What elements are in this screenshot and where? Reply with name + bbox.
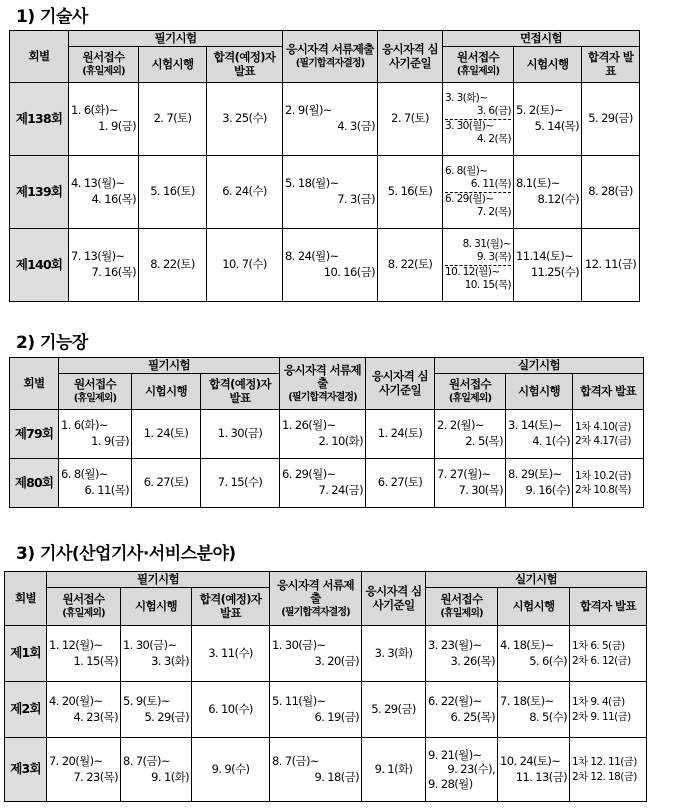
table-row bbox=[5, 738, 647, 802]
table-row bbox=[10, 83, 640, 156]
qual-cell: 8. 22(토) bbox=[378, 229, 443, 302]
written-apply-cell: 1. 12(월)~ 1. 15(목) bbox=[47, 626, 121, 682]
docs-cell: 8. 24(월)~ 10. 16(금) bbox=[283, 229, 378, 302]
round-label: 제139회 bbox=[10, 156, 69, 229]
header-final-result: 합격자 발표 bbox=[573, 374, 644, 410]
header-written-result: 합격(예정)자 발표 bbox=[207, 47, 283, 83]
schedule-table-engineer-industrial bbox=[4, 571, 647, 802]
final-apply-cell: 3. 3(화)~ 3. 6(금) 3. 30(월)~ 4. 2(목) bbox=[443, 83, 514, 156]
header-round: 회별 bbox=[10, 31, 69, 83]
header-final-exam: 시험시행 bbox=[498, 588, 570, 626]
round-label: 제3회 bbox=[5, 738, 47, 802]
written-exam-cell: 8. 7(금)~ 9. 1(화) bbox=[121, 738, 192, 802]
final-exam-cell: 11.14(토)~ 11.25(수) bbox=[514, 229, 582, 302]
written-apply-cell: 7. 20(월)~ 7. 23(목) bbox=[47, 738, 121, 802]
header-final-apply: 원서접수 (휴일제외) bbox=[426, 588, 498, 626]
round-label: 제140회 bbox=[10, 229, 69, 302]
qual-cell: 9. 1(화) bbox=[362, 738, 426, 802]
table-row bbox=[10, 459, 644, 508]
section-title: 1) 기술사 bbox=[16, 7, 88, 27]
written-exam-cell: 1. 24(토) bbox=[132, 410, 201, 459]
final-result-cell: 1차 6. 5(금) 2차 6. 12(금) bbox=[570, 626, 647, 682]
header-final-exam: 시험시행 bbox=[506, 374, 573, 410]
header-final-exam: 시험시행 bbox=[514, 47, 582, 83]
header-final-apply: 원서접수 (휴일제외) bbox=[435, 374, 506, 410]
final-apply-cell: 2. 2(월)~ 2. 5(목) bbox=[435, 410, 506, 459]
qual-cell: 3. 3(화) bbox=[362, 626, 426, 682]
table-row bbox=[10, 156, 640, 229]
written-apply-cell: 7. 13(월)~ 7. 16(목) bbox=[69, 229, 139, 302]
qual-cell: 6. 27(토) bbox=[366, 459, 435, 508]
written-apply-cell: 1. 6(화)~ 1. 9(금) bbox=[69, 83, 139, 156]
header-final-result: 합격자 발표 bbox=[582, 47, 640, 83]
header-docs: 응시자격 서류제출 (필기합격자결정) bbox=[270, 572, 362, 626]
written-result-cell: 9. 9(수) bbox=[192, 738, 270, 802]
round-label: 제138회 bbox=[10, 83, 69, 156]
final-exam-cell: 8. 29(토)~ 9. 16(수) bbox=[506, 459, 573, 508]
written-exam-cell: 6. 27(토) bbox=[132, 459, 201, 508]
docs-cell: 5. 11(월)~ 6. 19(금) bbox=[270, 682, 362, 738]
header-qual: 응시자격 심사기준일 bbox=[378, 31, 443, 83]
final-result-cell: 12. 11(금) bbox=[582, 229, 640, 302]
docs-cell: 8. 7(금)~ 9. 18(금) bbox=[270, 738, 362, 802]
written-result-cell: 10. 7(수) bbox=[207, 229, 283, 302]
header-round: 회별 bbox=[10, 358, 59, 410]
header-written-apply: 원서접수 (휴일제외) bbox=[47, 588, 121, 626]
docs-cell: 1. 30(금)~ 3. 20(금) bbox=[270, 626, 362, 682]
header-final-group: 실기시험 bbox=[435, 358, 644, 374]
round-label: 제80회 bbox=[10, 459, 59, 508]
schedule-table-engineer bbox=[9, 30, 640, 302]
round-label: 제2회 bbox=[5, 682, 47, 738]
final-exam-cell: 7. 18(토)~ 8. 5(수) bbox=[498, 682, 570, 738]
written-result-cell: 6. 24(수) bbox=[207, 156, 283, 229]
written-apply-cell: 1. 6(화)~ 1. 9(금) bbox=[59, 410, 132, 459]
final-apply-cell: 3. 23(월)~ 3. 26(목) bbox=[426, 626, 498, 682]
final-apply-cell: 8. 31(월)~ 9. 3(목) 10. 12(월)~ 10. 15(목) bbox=[443, 229, 514, 302]
header-qual: 응시자격 심사기준일 bbox=[362, 572, 426, 626]
written-result-cell: 6. 10(수) bbox=[192, 682, 270, 738]
written-exam-cell: 5. 16(토) bbox=[139, 156, 207, 229]
written-result-cell: 7. 15(수) bbox=[201, 459, 280, 508]
header-written-exam: 시험시행 bbox=[121, 588, 192, 626]
table-row bbox=[5, 682, 647, 738]
docs-cell: 1. 26(월)~ 2. 10(화) bbox=[280, 410, 366, 459]
final-apply-cell: 9. 21(월)~ 9. 23(수), 9. 28(월) bbox=[426, 738, 498, 802]
round-label: 제79회 bbox=[10, 410, 59, 459]
written-apply-cell: 4. 13(월)~ 4. 16(목) bbox=[69, 156, 139, 229]
final-result-cell: 5. 29(금) bbox=[582, 83, 640, 156]
final-exam-cell: 4. 18(토)~ 5. 6(수) bbox=[498, 626, 570, 682]
header-written-exam: 시험시행 bbox=[139, 47, 207, 83]
header-written-group: 필기시험 bbox=[47, 572, 270, 588]
header-written-group: 필기시험 bbox=[69, 31, 283, 47]
header-written-result: 합격(예정)자 발표 bbox=[192, 588, 270, 626]
header-written-exam: 시험시행 bbox=[132, 374, 201, 410]
written-exam-cell: 1. 30(금)~ 3. 3(화) bbox=[121, 626, 192, 682]
written-apply-cell: 4. 20(월)~ 4. 23(목) bbox=[47, 682, 121, 738]
section-title: 2) 기능장 bbox=[16, 333, 88, 353]
final-result-cell: 1차 12. 11(금) 2차 12. 18(금) bbox=[570, 738, 647, 802]
written-exam-cell: 5. 9(토)~ 5. 29(금) bbox=[121, 682, 192, 738]
written-result-cell: 3. 25(수) bbox=[207, 83, 283, 156]
header-final-result: 합격자 발표 bbox=[570, 588, 647, 626]
header-final-group: 실기시험 bbox=[426, 572, 647, 588]
qual-cell: 5. 29(금) bbox=[362, 682, 426, 738]
header-docs: 응시자격 서류제출 (필기합격자결정) bbox=[283, 31, 378, 83]
final-result-cell: 1차 10.2(금) 2차 10.8(목) bbox=[573, 459, 644, 508]
header-final-apply: 원서접수 (휴일제외) bbox=[443, 47, 514, 83]
written-exam-cell: 2. 7(토) bbox=[139, 83, 207, 156]
header-written-apply: 원서접수 (휴일제외) bbox=[59, 374, 132, 410]
qual-cell: 1. 24(토) bbox=[366, 410, 435, 459]
header-qual: 응시자격 심사기준일 bbox=[366, 358, 435, 410]
docs-cell: 2. 9(월)~ 4. 3(금) bbox=[283, 83, 378, 156]
header-written-apply: 원서접수 (휴일제외) bbox=[69, 47, 139, 83]
docs-cell: 5. 18(월)~ 7. 3(금) bbox=[283, 156, 378, 229]
table-row bbox=[5, 626, 647, 682]
written-apply-cell: 6. 8(월)~ 6. 11(목) bbox=[59, 459, 132, 508]
docs-cell: 6. 29(월)~ 7. 24(금) bbox=[280, 459, 366, 508]
round-label: 제1회 bbox=[5, 626, 47, 682]
final-result-cell: 1차 4.10(금) 2차 4.17(금) bbox=[573, 410, 644, 459]
schedule-table-master bbox=[9, 357, 644, 508]
final-apply-cell: 6. 8(월)~ 6. 11(목) 6. 29(월)~ 7. 2(목) bbox=[443, 156, 514, 229]
qual-cell: 5. 16(토) bbox=[378, 156, 443, 229]
written-exam-cell: 8. 22(토) bbox=[139, 229, 207, 302]
table-row bbox=[10, 229, 640, 302]
table-row bbox=[10, 410, 644, 459]
final-apply-cell: 7. 27(월)~ 7. 30(목) bbox=[435, 459, 506, 508]
written-result-cell: 3. 11(수) bbox=[192, 626, 270, 682]
qual-cell: 2. 7(토) bbox=[378, 83, 443, 156]
final-apply-cell: 6. 22(월)~ 6. 25(목) bbox=[426, 682, 498, 738]
final-exam-cell: 8.1(토)~ 8.12(수) bbox=[514, 156, 582, 229]
final-exam-cell: 3. 14(토)~ 4. 1(수) bbox=[506, 410, 573, 459]
final-exam-cell: 5. 2(토)~ 5. 14(목) bbox=[514, 83, 582, 156]
header-final-group: 면접시험 bbox=[443, 31, 640, 47]
written-result-cell: 1. 30(금) bbox=[201, 410, 280, 459]
header-round: 회별 bbox=[5, 572, 47, 626]
header-written-result: 합격(예정)자 발표 bbox=[201, 374, 280, 410]
header-written-group: 필기시험 bbox=[59, 358, 280, 374]
final-result-cell: 1차 9. 4(금) 2차 9. 11(금) bbox=[570, 682, 647, 738]
final-result-cell: 8. 28(금) bbox=[582, 156, 640, 229]
header-docs: 응시자격 서류제출 (필기합격자결정) bbox=[280, 358, 366, 410]
section-title: 3) 기사(산업기사·서비스분야) bbox=[16, 544, 236, 564]
final-exam-cell: 10. 24(토)~ 11. 13(금) bbox=[498, 738, 570, 802]
